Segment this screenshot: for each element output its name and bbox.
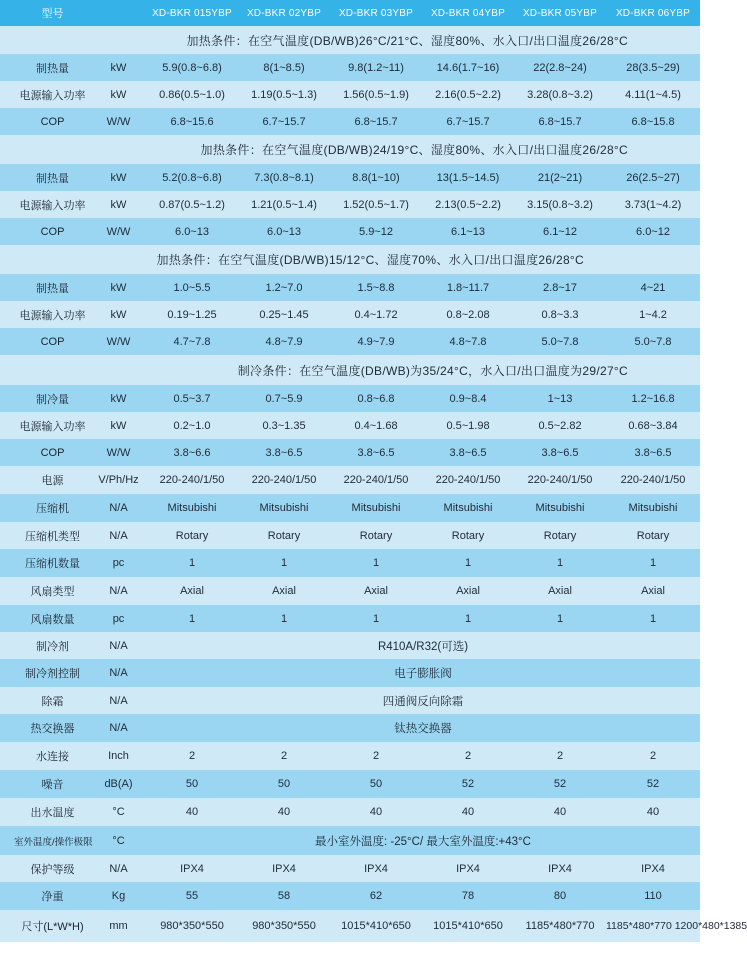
row-label: 制热量	[0, 274, 91, 301]
row-label: 制冷剂控制	[0, 659, 91, 687]
row-value: Rotary	[146, 522, 238, 549]
merged-row	[0, 632, 700, 659]
merged-row	[0, 687, 700, 714]
row-value: 3.8~6.5	[606, 439, 700, 466]
row-value: 2	[238, 742, 330, 770]
row-unit: N/A	[91, 522, 146, 549]
row-value: 220-240/1/50	[146, 466, 238, 494]
merged-value: 钛热交换器	[146, 714, 700, 742]
header-label: 型号	[0, 0, 91, 26]
row-value: IPX4	[146, 855, 238, 882]
spec-row	[0, 385, 700, 412]
spec-row	[0, 522, 700, 549]
row-label: 噪音	[0, 770, 91, 798]
row-value: 1.2~16.8	[606, 385, 700, 412]
row-value: 50	[146, 770, 238, 798]
row-unit: kW	[91, 274, 146, 301]
row-label: 保护等级	[0, 855, 91, 882]
row-value: 0.8~6.8	[330, 385, 422, 412]
row-label: 电源	[0, 466, 91, 494]
row-value: 0.25~1.45	[238, 301, 330, 328]
row-value: 3.8~6.5	[514, 439, 606, 466]
temp-limit-row	[0, 826, 700, 855]
row-value: 14.6(1.7~16)	[422, 54, 514, 81]
row-value: IPX4	[330, 855, 422, 882]
spec-row	[0, 742, 700, 770]
row-value: 58	[238, 882, 330, 910]
row-value: 1	[514, 549, 606, 577]
row-value: 52	[606, 770, 700, 798]
row-value: Axial	[146, 577, 238, 605]
spec-row	[0, 218, 700, 245]
row-label: 水连接	[0, 742, 91, 770]
row-value: Axial	[514, 577, 606, 605]
spec-row	[0, 605, 700, 632]
row-value: 9.8(1.2~11)	[330, 54, 422, 81]
row-value: 220-240/1/50	[606, 466, 700, 494]
row-value: 3.8~6.6	[146, 439, 238, 466]
row-value: 1015*410*650	[422, 910, 514, 942]
row-value: 1	[514, 605, 606, 632]
row-unit: N/A	[91, 855, 146, 882]
row-value: 13(1.5~14.5)	[422, 164, 514, 191]
row-label: 电源输入功率	[0, 412, 91, 439]
row-value: Mitsubishi	[330, 494, 422, 522]
row-value: 220-240/1/50	[422, 466, 514, 494]
row-value: 220-240/1/50	[330, 466, 422, 494]
section-title-row	[0, 245, 700, 274]
row-value: 0.5~3.7	[146, 385, 238, 412]
model-name: XD-BKR 03YBP	[330, 0, 422, 26]
row-value: 40	[514, 798, 606, 826]
row-value: 0.68~3.84	[606, 412, 700, 439]
model-name: XD-BKR 06YBP	[606, 0, 700, 26]
row-value: 22(2.8~24)	[514, 54, 606, 81]
row-value: 0.87(0.5~1.2)	[146, 191, 238, 218]
row-unit: Kg	[91, 882, 146, 910]
row-value: 2	[606, 742, 700, 770]
row-value: 7.3(0.8~8.1)	[238, 164, 330, 191]
header-row	[0, 0, 700, 26]
spec-row	[0, 54, 700, 81]
row-value: 1.56(0.5~1.9)	[330, 81, 422, 108]
row-value: IPX4	[514, 855, 606, 882]
row-unit: N/A	[91, 494, 146, 522]
row-value: 0.5~1.98	[422, 412, 514, 439]
row-value: 0.8~3.3	[514, 301, 606, 328]
row-value: 3.8~6.5	[238, 439, 330, 466]
row-value: IPX4	[238, 855, 330, 882]
spec-row	[0, 549, 700, 577]
row-unit: kW	[91, 164, 146, 191]
section-title: 加热条件：在空气温度(DB/WB)24/19°C、湿度80%、水入口/出口温度26/28°C	[0, 135, 700, 164]
row-value: 980*350*550	[238, 910, 330, 942]
row-value: Rotary	[330, 522, 422, 549]
row-value: Rotary	[606, 522, 700, 549]
row-unit: W/W	[91, 108, 146, 135]
row-value: 40	[606, 798, 700, 826]
row-label: 电源输入功率	[0, 191, 91, 218]
row-value: 50	[238, 770, 330, 798]
merged-value: R410A/R32(可选)	[146, 632, 700, 659]
row-value: 1.8~11.7	[422, 274, 514, 301]
row-value: 110	[606, 882, 700, 910]
row-value: 1	[146, 605, 238, 632]
row-value: 1	[422, 549, 514, 577]
row-value: 5.2(0.8~6.8)	[146, 164, 238, 191]
row-value: 1	[238, 549, 330, 577]
row-unit: °C	[91, 826, 146, 855]
row-value: Mitsubishi	[514, 494, 606, 522]
row-unit: W/W	[91, 218, 146, 245]
row-value: 0.4~1.68	[330, 412, 422, 439]
row-value: 2	[514, 742, 606, 770]
row-unit: N/A	[91, 632, 146, 659]
row-value: 50	[330, 770, 422, 798]
row-value: 6.7~15.7	[238, 108, 330, 135]
row-value: 2	[422, 742, 514, 770]
row-value: 6.7~15.7	[422, 108, 514, 135]
spec-row	[0, 301, 700, 328]
row-value: 3.73(1~4.2)	[606, 191, 700, 218]
row-value: 80	[514, 882, 606, 910]
row-unit: °C	[91, 798, 146, 826]
row-value: 4.11(1~4.5)	[606, 81, 700, 108]
spec-row	[0, 882, 700, 910]
model-name: XD-BKR 015YBP	[146, 0, 238, 26]
row-value: 0.4~1.72	[330, 301, 422, 328]
row-value: 6.0~12	[606, 218, 700, 245]
row-value: 0.86(0.5~1.0)	[146, 81, 238, 108]
row-value: Axial	[606, 577, 700, 605]
row-value: 1.52(0.5~1.7)	[330, 191, 422, 218]
merged-row	[0, 659, 700, 687]
row-label: 风扇类型	[0, 577, 91, 605]
row-value: 2	[330, 742, 422, 770]
spec-row	[0, 328, 700, 355]
row-unit: N/A	[91, 714, 146, 742]
row-value: Axial	[238, 577, 330, 605]
row-label: 制热量	[0, 54, 91, 81]
row-value: 40	[146, 798, 238, 826]
row-value: 1.2~7.0	[238, 274, 330, 301]
row-value: 4.8~7.9	[238, 328, 330, 355]
row-value: 21(2~21)	[514, 164, 606, 191]
row-value: 4.7~7.8	[146, 328, 238, 355]
row-unit: kW	[91, 54, 146, 81]
row-value: 8(1~8.5)	[238, 54, 330, 81]
row-unit: kW	[91, 412, 146, 439]
row-unit: pc	[91, 549, 146, 577]
spec-row	[0, 770, 700, 798]
row-label: 制冷剂	[0, 632, 91, 659]
row-value: 1	[606, 605, 700, 632]
row-label: COP	[0, 439, 91, 466]
merged-row	[0, 714, 700, 742]
row-unit: N/A	[91, 687, 146, 714]
row-value: 6.0~13	[238, 218, 330, 245]
merged-value: 最小室外温度: -25°C/ 最大室外温度:+43°C	[146, 826, 700, 855]
row-value: 1185*480*770 1200*480*1385	[606, 910, 700, 942]
row-value: 2.13(0.5~2.2)	[422, 191, 514, 218]
row-value: 220-240/1/50	[514, 466, 606, 494]
row-value: 1	[606, 549, 700, 577]
row-label: 压缩机数量	[0, 549, 91, 577]
row-value: 1	[330, 549, 422, 577]
row-value: 0.8~2.08	[422, 301, 514, 328]
row-value: 5.9(0.8~6.8)	[146, 54, 238, 81]
row-value: 6.8~15.8	[606, 108, 700, 135]
row-value: 28(3.5~29)	[606, 54, 700, 81]
row-unit: kW	[91, 385, 146, 412]
row-unit: mm	[91, 910, 146, 942]
row-value: 0.3~1.35	[238, 412, 330, 439]
model-name: XD-BKR 04YBP	[422, 0, 514, 26]
section-title: 制冷条件：在空气温度(DB/WB)为35/24°C，水入口/出口温度为29/27°C	[0, 355, 700, 385]
row-label: 压缩机	[0, 494, 91, 522]
section-title: 加热条件：在空气温度(DB/WB)26°C/21°C、湿度80%、水入口/出口温度26/28°C	[0, 26, 700, 54]
spec-row	[0, 164, 700, 191]
row-label: 除霜	[0, 687, 91, 714]
row-unit: kW	[91, 81, 146, 108]
header-unit-blank	[91, 0, 146, 26]
row-value: 5.0~7.8	[514, 328, 606, 355]
row-label: 净重	[0, 882, 91, 910]
spec-row	[0, 855, 700, 882]
row-value: 40	[238, 798, 330, 826]
row-value: 4~21	[606, 274, 700, 301]
row-label: 制热量	[0, 164, 91, 191]
row-value: 220-240/1/50	[238, 466, 330, 494]
row-value: 1185*480*770	[514, 910, 606, 942]
row-value: 0.9~8.4	[422, 385, 514, 412]
row-unit: Inch	[91, 742, 146, 770]
row-unit: N/A	[91, 577, 146, 605]
row-value: 4.9~7.9	[330, 328, 422, 355]
row-value: 26(2.5~27)	[606, 164, 700, 191]
row-unit: W/W	[91, 328, 146, 355]
row-value: 3.15(0.8~3.2)	[514, 191, 606, 218]
row-value: 55	[146, 882, 238, 910]
row-label: 风扇数量	[0, 605, 91, 632]
row-value: 62	[330, 882, 422, 910]
row-value: Rotary	[422, 522, 514, 549]
row-unit: kW	[91, 301, 146, 328]
section-title-row	[0, 355, 700, 385]
row-value: 6.8~15.7	[514, 108, 606, 135]
row-value: 5.0~7.8	[606, 328, 700, 355]
row-value: 6.8~15.7	[330, 108, 422, 135]
row-value: Mitsubishi	[238, 494, 330, 522]
row-value: 1.5~8.8	[330, 274, 422, 301]
row-label: 出水温度	[0, 798, 91, 826]
row-unit: dB(A)	[91, 770, 146, 798]
spec-row	[0, 191, 700, 218]
row-value: 0.7~5.9	[238, 385, 330, 412]
row-unit: N/A	[91, 659, 146, 687]
row-value: 40	[422, 798, 514, 826]
spec-row	[0, 494, 700, 522]
section-title-row	[0, 135, 700, 164]
row-value: IPX4	[422, 855, 514, 882]
row-value: 0.19~1.25	[146, 301, 238, 328]
row-value: 6.1~13	[422, 218, 514, 245]
row-label: 热交换器	[0, 714, 91, 742]
row-value: Rotary	[238, 522, 330, 549]
row-value: 6.0~13	[146, 218, 238, 245]
row-value: 6.1~12	[514, 218, 606, 245]
row-value: 40	[330, 798, 422, 826]
row-value: 1.21(0.5~1.4)	[238, 191, 330, 218]
row-value: 2	[146, 742, 238, 770]
row-value: 1.19(0.5~1.3)	[238, 81, 330, 108]
model-name: XD-BKR 02YBP	[238, 0, 330, 26]
row-unit: kW	[91, 191, 146, 218]
row-value: Mitsubishi	[606, 494, 700, 522]
row-label: COP	[0, 218, 91, 245]
row-value: 3.8~6.5	[422, 439, 514, 466]
row-label: COP	[0, 328, 91, 355]
row-label: 电源输入功率	[0, 301, 91, 328]
row-value: 3.28(0.8~3.2)	[514, 81, 606, 108]
spec-row	[0, 108, 700, 135]
spec-row	[0, 412, 700, 439]
row-value: 6.8~15.6	[146, 108, 238, 135]
row-value: 2.8~17	[514, 274, 606, 301]
row-unit: V/Ph/Hz	[91, 466, 146, 494]
row-value: 0.2~1.0	[146, 412, 238, 439]
row-value: 3.8~6.5	[330, 439, 422, 466]
row-value: 1~13	[514, 385, 606, 412]
row-value: 4.8~7.8	[422, 328, 514, 355]
row-label: COP	[0, 108, 91, 135]
spec-row	[0, 81, 700, 108]
row-value: Mitsubishi	[146, 494, 238, 522]
spec-row	[0, 439, 700, 466]
row-value: 1~4.2	[606, 301, 700, 328]
row-value: 980*350*550	[146, 910, 238, 942]
row-label: 压缩机类型	[0, 522, 91, 549]
row-value: 1.0~5.5	[146, 274, 238, 301]
spec-row	[0, 577, 700, 605]
row-unit: W/W	[91, 439, 146, 466]
merged-value: 电子膨胀阀	[146, 659, 700, 687]
row-value: 1015*410*650	[330, 910, 422, 942]
row-value: Axial	[422, 577, 514, 605]
row-value: 0.5~2.82	[514, 412, 606, 439]
row-value: 8.8(1~10)	[330, 164, 422, 191]
section-title-row	[0, 26, 700, 54]
row-value: 78	[422, 882, 514, 910]
row-value: 52	[514, 770, 606, 798]
row-value: 1	[146, 549, 238, 577]
model-name: XD-BKR 05YBP	[514, 0, 606, 26]
row-value: Axial	[330, 577, 422, 605]
row-label: 制冷量	[0, 385, 91, 412]
row-unit: pc	[91, 605, 146, 632]
row-value: Mitsubishi	[422, 494, 514, 522]
row-value: 2.16(0.5~2.2)	[422, 81, 514, 108]
row-value: 1	[238, 605, 330, 632]
row-label: 尺寸(L*W*H)	[0, 910, 91, 942]
spec-row	[0, 798, 700, 826]
row-value: IPX4	[606, 855, 700, 882]
spec-row	[0, 466, 700, 494]
row-label: 电源输入功率	[0, 81, 91, 108]
row-label: 室外温度/操作极限	[0, 826, 91, 855]
size-row	[0, 910, 700, 942]
row-value: 1	[422, 605, 514, 632]
row-value: 5.9~12	[330, 218, 422, 245]
row-value: 52	[422, 770, 514, 798]
row-value: 1	[330, 605, 422, 632]
section-title: 加热条件：在空气温度(DB/WB)15/12°C、湿度70%、水入口/出口温度26/28°C	[0, 245, 700, 274]
merged-value: 四通阀反向除霜	[146, 687, 700, 714]
spec-row	[0, 274, 700, 301]
row-value: Rotary	[514, 522, 606, 549]
